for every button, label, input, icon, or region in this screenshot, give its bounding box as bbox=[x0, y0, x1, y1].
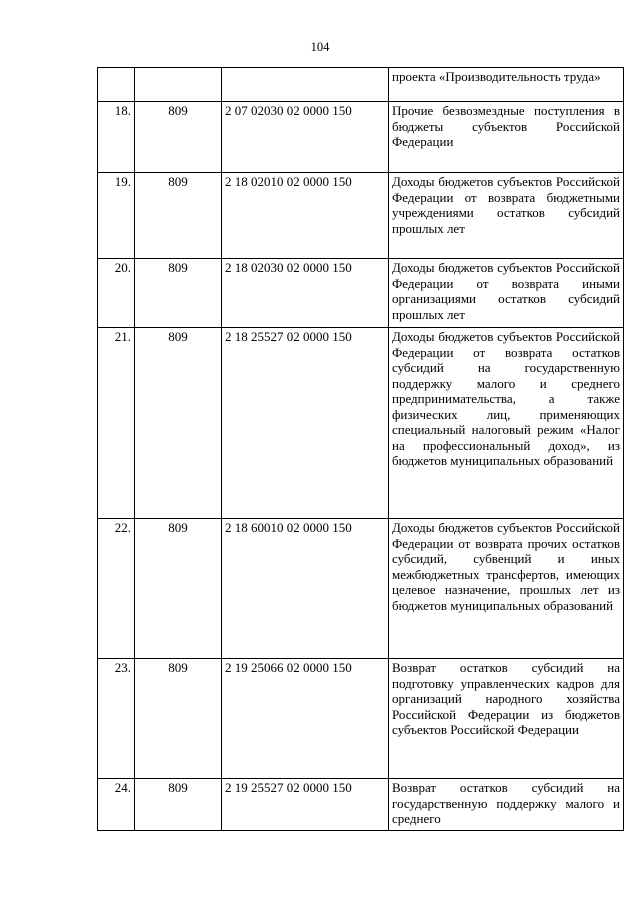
revenue-name-cell: проекта «Производительность труда» bbox=[389, 68, 624, 102]
budget-classification-code-cell: 2 19 25527 02 0000 150 bbox=[222, 779, 389, 831]
budget-classification-code-cell bbox=[222, 68, 389, 102]
table-row bbox=[98, 328, 624, 519]
table-row bbox=[98, 519, 624, 659]
table-row bbox=[98, 173, 624, 259]
row-number-cell: 23. bbox=[98, 659, 135, 779]
revenue-name-cell: Доходы бюджетов субъектов Российской Федерации от возврата прочих остатков субсидий, субвенций и иных межбюджетных трансфертов, имеющих целевое назначение, прошлых лет из бюджетов муниципальных образований bbox=[389, 519, 624, 659]
budget-classification-code-cell: 2 18 02030 02 0000 150 bbox=[222, 259, 389, 328]
row-number-cell: 18. bbox=[98, 102, 135, 173]
administrator-code-cell: 809 bbox=[135, 659, 222, 779]
budget-classification-code-cell: 2 18 02010 02 0000 150 bbox=[222, 173, 389, 259]
administrator-code-cell: 809 bbox=[135, 102, 222, 173]
administrator-code-cell: 809 bbox=[135, 259, 222, 328]
revenue-codes-table bbox=[97, 67, 624, 831]
administrator-code-cell: 809 bbox=[135, 328, 222, 519]
table-row bbox=[98, 779, 624, 831]
revenue-name-cell: Возврат остатков субсидий на государственную поддержку малого и среднего bbox=[389, 779, 624, 831]
administrator-code-cell: 809 bbox=[135, 779, 222, 831]
row-number-cell: 19. bbox=[98, 173, 135, 259]
row-number-cell bbox=[98, 68, 135, 102]
table-row bbox=[98, 102, 624, 173]
budget-classification-code-cell: 2 18 25527 02 0000 150 bbox=[222, 328, 389, 519]
table-row bbox=[98, 659, 624, 779]
budget-classification-code-cell: 2 19 25066 02 0000 150 bbox=[222, 659, 389, 779]
administrator-code-cell: 809 bbox=[135, 173, 222, 259]
budget-classification-code-cell: 2 07 02030 02 0000 150 bbox=[222, 102, 389, 173]
revenue-name-cell: Доходы бюджетов субъектов Российской Федерации от возврата иными организациями остатков субсидий прошлых лет bbox=[389, 259, 624, 328]
administrator-code-cell bbox=[135, 68, 222, 102]
revenue-name-cell: Доходы бюджетов субъектов Российской Федерации от возврата остатков субсидий на государственную поддержку малого и среднего предпринимательства, а также физических лиц, применяющих специальный налоговый режим «Налог на профессиональный доход», из бюджетов муниципальных образований bbox=[389, 328, 624, 519]
row-number-cell: 22. bbox=[98, 519, 135, 659]
table-row bbox=[98, 68, 624, 102]
row-number-cell: 21. bbox=[98, 328, 135, 519]
row-number-cell: 24. bbox=[98, 779, 135, 831]
row-number-cell: 20. bbox=[98, 259, 135, 328]
revenue-name-cell: Прочие безвозмездные поступления в бюджеты субъектов Российской Федерации bbox=[389, 102, 624, 173]
administrator-code-cell: 809 bbox=[135, 519, 222, 659]
page-number: 104 bbox=[310, 40, 330, 54]
budget-classification-code-cell: 2 18 60010 02 0000 150 bbox=[222, 519, 389, 659]
revenue-name-cell: Доходы бюджетов субъектов Российской Федерации от возврата бюджетными учреждениями остатков субсидий прошлых лет bbox=[389, 173, 624, 259]
table-row bbox=[98, 259, 624, 328]
revenue-name-cell: Возврат остатков субсидий на подготовку управленческих кадров для организаций народного хозяйства Российской Федерации из бюджетов субъектов Российской Федерации bbox=[389, 659, 624, 779]
